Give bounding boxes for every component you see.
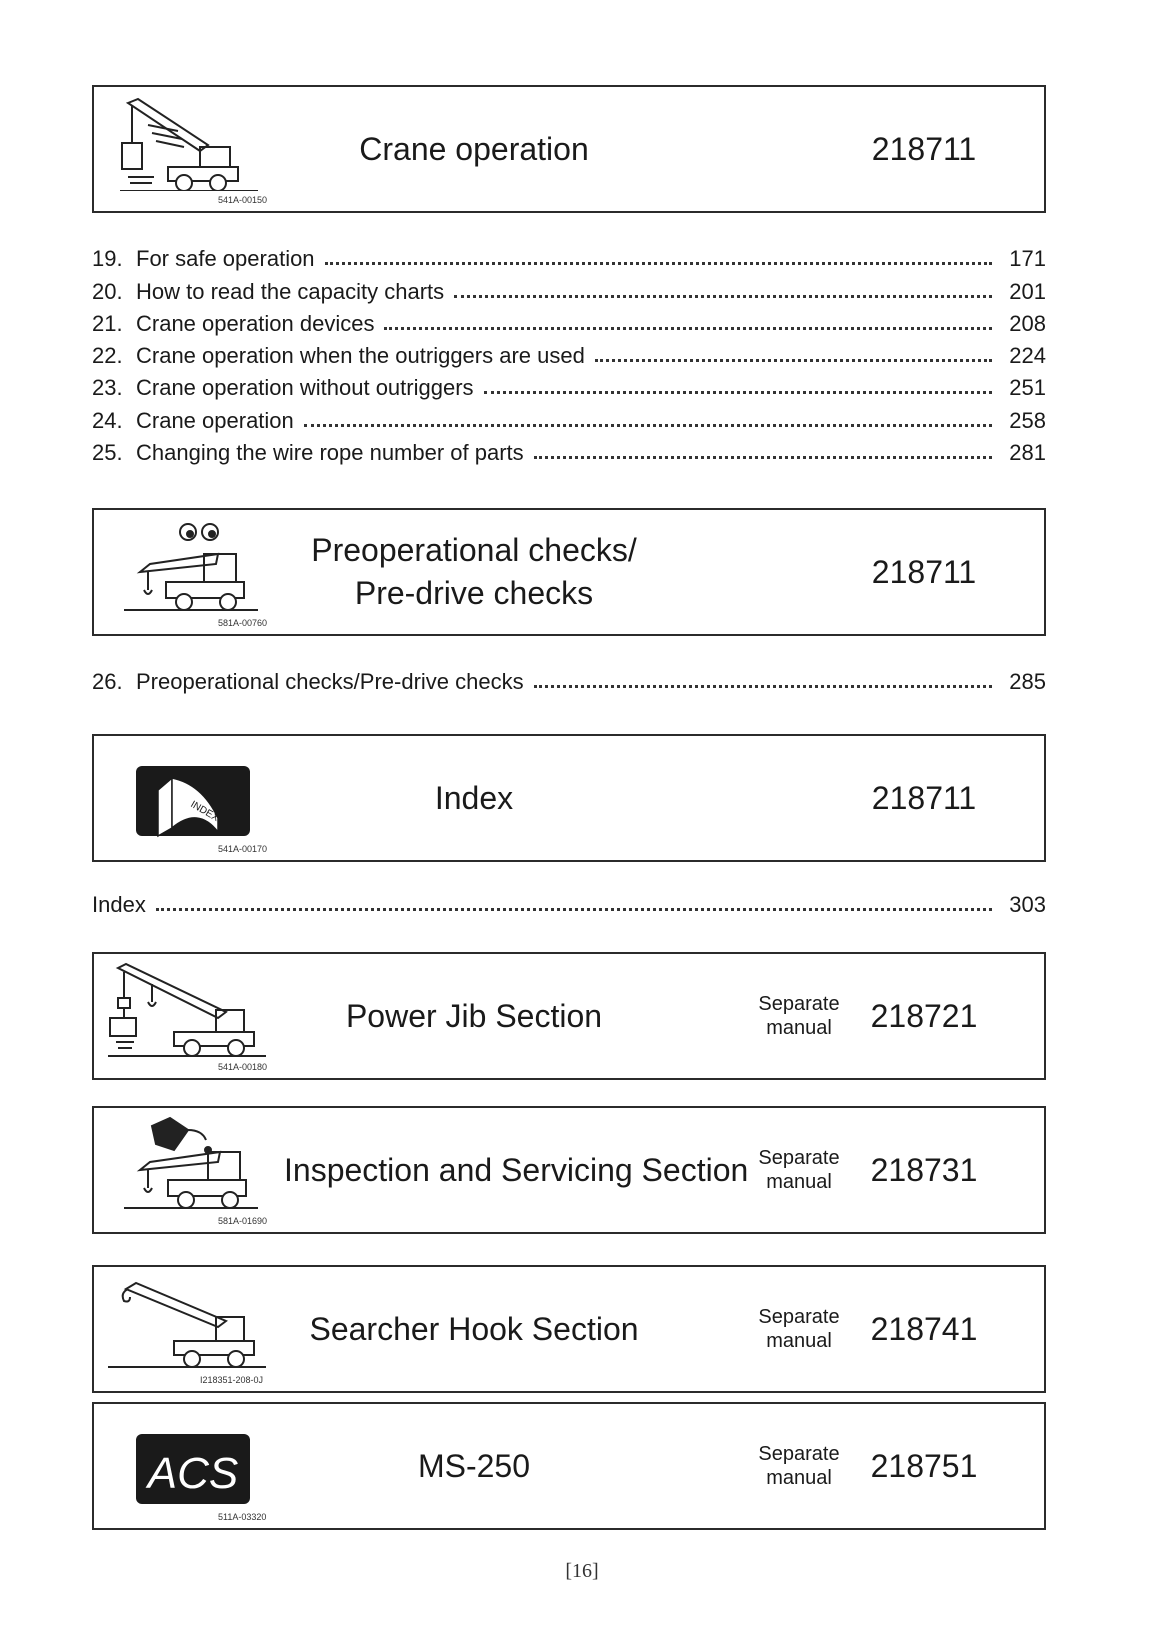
toc-row[interactable]: 20. How to read the capacity charts 201 — [92, 278, 1046, 304]
toc-row[interactable]: 19. For safe operation 171 — [92, 246, 1046, 272]
toc-crane-operation — [92, 240, 1046, 466]
figure-number: 541A-00170 — [218, 844, 268, 854]
figure-number: 541A-00150 — [218, 195, 268, 205]
toc-row[interactable]: 23. Crane operation without outriggers 251 — [92, 375, 1046, 401]
section-code: 218731 — [870, 1151, 978, 1188]
figure-number: 581A-01690 — [218, 1216, 268, 1226]
section-box-crane-operation — [92, 85, 1046, 213]
toc-row[interactable]: 21. Crane operation devices 208 — [92, 310, 1046, 336]
toc-preoperational-checks — [92, 663, 1046, 695]
toc-row[interactable]: 26. Preoperational checks/Pre-drive checks 285 — [92, 669, 1046, 695]
section-title: Preoperational checks/ Pre-drive checks — [311, 532, 637, 611]
svg-text:ACS: ACS — [147, 1449, 239, 1498]
index-book-icon — [108, 744, 268, 840]
section-title: Index — [434, 779, 514, 816]
section-title: Power Jib Section — [345, 997, 603, 1034]
separate-manual-note: Separate manual — [758, 1443, 840, 1489]
figure-number: I218351-208-0J — [200, 1375, 264, 1385]
section-code: 218711 — [871, 130, 977, 167]
section-title: Crane operation — [359, 130, 589, 167]
section-title: Searcher Hook Section — [309, 1310, 639, 1347]
section-box-searcher-hook — [92, 1265, 1046, 1393]
section-box-ms-250 — [92, 1402, 1046, 1530]
toc-row[interactable]: 22. Crane operation when the outriggers are used 224 — [92, 343, 1046, 369]
separate-manual-note: Separate manual — [758, 1147, 840, 1193]
crane-searcher-hook-icon — [108, 1275, 268, 1371]
toc-index — [92, 886, 1046, 918]
section-box-preoperational-checks — [92, 508, 1046, 636]
toc-row[interactable]: 24. Crane operation 258 — [92, 407, 1046, 433]
crane-lifting-load-icon — [108, 95, 268, 191]
section-code: 218751 — [870, 1447, 978, 1484]
crane-inspection-eyes-icon — [108, 518, 268, 614]
section-box-inspection-servicing — [92, 1106, 1046, 1234]
section-code: 218711 — [871, 553, 977, 590]
svg-text:INDEX: INDEX — [188, 799, 221, 824]
crane-power-jib-icon — [108, 962, 268, 1058]
figure-number: 541A-00180 — [218, 1062, 268, 1072]
section-title: Inspection and Servicing Section — [284, 1151, 749, 1188]
toc-row[interactable]: Index 303 — [92, 892, 1046, 918]
figure-number: 511A-03320 — [218, 1512, 267, 1522]
section-box-power-jib — [92, 952, 1046, 1080]
section-code: 218711 — [871, 779, 977, 816]
separate-manual-note: Separate manual — [758, 1306, 840, 1352]
separate-manual-note: Separate manual — [758, 993, 840, 1039]
section-code: 218741 — [870, 1310, 978, 1347]
crane-oil-can-icon — [108, 1116, 268, 1212]
section-title: MS-250 — [417, 1447, 531, 1484]
page-number: [16] — [565, 1560, 599, 1582]
toc-row[interactable]: 25. Changing the wire rope number of parts 281 — [92, 440, 1046, 466]
figure-number: 581A-00760 — [218, 618, 268, 628]
section-box-index — [92, 734, 1046, 862]
acs-logo-icon — [108, 1412, 268, 1508]
section-code: 218721 — [870, 997, 978, 1034]
